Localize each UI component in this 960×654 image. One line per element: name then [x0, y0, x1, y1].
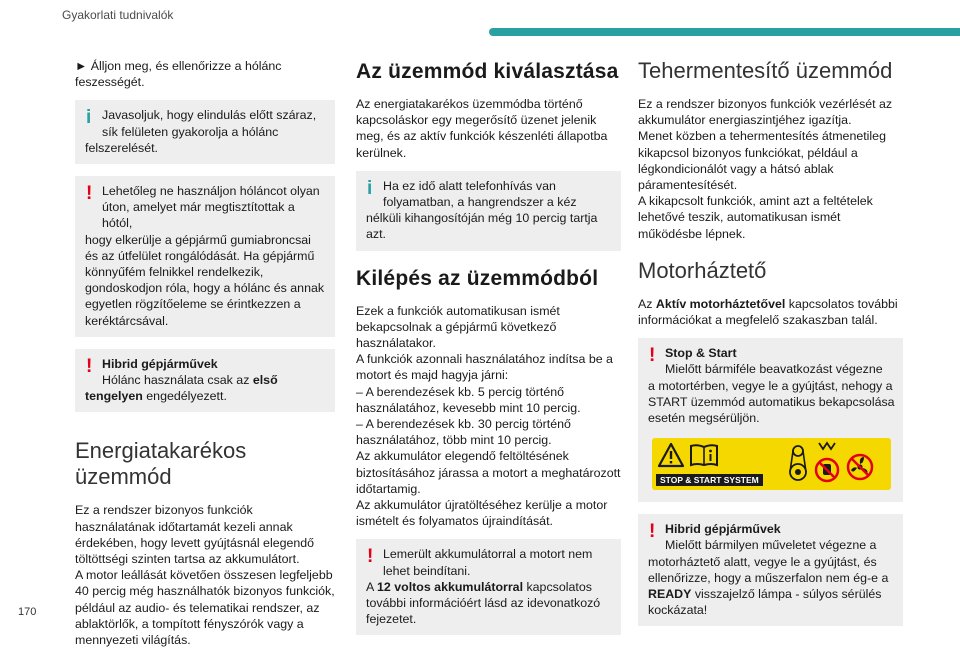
column-1: [75, 58, 335, 654]
hazard-triangle-icon: [658, 443, 684, 467]
column-2: [356, 58, 621, 647]
info-icon: i: [86, 107, 92, 129]
exit-mode-item-1: – A berendezések kb. 5 percig történő használatához, kevesebb mint 10 percig.: [356, 384, 581, 415]
section-title-bonnet: Motorháztető: [638, 257, 767, 283]
engine-belt-icon: [787, 444, 809, 482]
section-title-mode-selection: Az üzemmód kiválasztása: [356, 60, 619, 83]
energy-saving-para-2: A motor leállását követően összesen legfeljebb 40 percig még használhatók bizonyos funkciók, például az audio- és telematikai rendszer, az ablaktörlők, a tompított fényszórók vagy a mennyezeti világítás.: [75, 568, 335, 648]
exit-mode-para-4: Az akkumulátor újratöltéséhez kerülje a motor ismételt és folyamatos újraindítását.: [356, 498, 608, 529]
warning-icon: !: [86, 355, 93, 377]
warning-note-battery: ! Lemerült akkumulátorral a motort nem lehet beindítani. A 12 voltos akkumulátorral kapcsolatos további információért lásd az idevonatkozó fejezetet.: [356, 539, 621, 635]
no-hand-icon: [814, 441, 840, 485]
header-accent-bar: [489, 28, 960, 36]
warning-icon: !: [649, 521, 656, 543]
exit-mode-item-2: – A berendezések kb. 30 percig történő használatához, több mint 10 percig.: [356, 417, 571, 448]
warning-note-hybrid-chains: ! Hibrid gépjárművek Hólánc használata csak az első tengelyen engedélyezett.: [75, 349, 335, 413]
load-shedding-para-3: A kikapcsolt funkciók, amint azt a feltételek lehetővé teszik, automatikusan ismét működésbe lépnek.: [638, 194, 873, 241]
bonnet-body: Az Aktív motorháztetővel kapcsolatos további információkat a megfelelő szakaszban talál.: [638, 296, 898, 328]
hybrid-note-title: Hibrid gépjárművek: [102, 356, 218, 371]
chain-check-instruction: ► Álljon meg, és ellenőrizze a hólánc feszességét.: [75, 59, 282, 90]
load-shedding-para-2: Menet közben a tehermentesítés átmenetileg kikapcsol bizonyos funkciókat, például a légkondicionálót vagy a hátsó ablak páramentesítését.: [638, 129, 886, 193]
warning-icon: !: [649, 345, 656, 367]
exit-mode-para-2: A funkciók azonnali használatához indítsa be a motort és majd hagyja járni:: [356, 352, 613, 383]
section-title-load-shedding: Tehermentesítő üzemmód: [638, 58, 893, 83]
energy-saving-para-1: Ez a rendszer bizonyos funkciók használatának időtartamát kezeli annak érdekében, hogy levett gyújtásnál elegendő töltöttségi szinten tartsa az akkumulátort.: [75, 503, 315, 567]
warning-note-stop-start: ! Stop & Start Mielőtt bármiféle beavatkozást végezne a motortérben, vegye le a gyújtást, nehogy a START üzemmód automatikus bekapcsolása esetén megsérüljön. STOP & START SYSTEM: [638, 338, 903, 502]
stop-start-system-badge: STOP & START SYSTEM: [656, 474, 763, 486]
warning-icon: !: [367, 546, 374, 568]
warning-icon: !: [86, 183, 93, 205]
section-title-exit-mode: Kilépés az üzemmódból: [356, 266, 599, 290]
mode-selection-body: Az energiatakarékos üzemmódba történő kapcsoláskor egy megerősítő üzenet jelenik meg, és az aktív funkciók készenléti állapotba kerülnek.: [356, 97, 608, 160]
load-shedding-para-1: Ez a rendszer bizonyos funkciók vezérlését az akkumulátor energiaszintjéhez igazítja.: [638, 97, 893, 128]
page-number: 170: [18, 606, 37, 618]
no-fan-icon: [845, 452, 875, 482]
info-icon: i: [367, 177, 373, 199]
section-title-energy-saving: Energiatakarékos üzemmód: [75, 438, 247, 490]
exit-mode-para-1: Ezek a funkciók automatikusan ismét bekapcsolnak a gépjármű következő használatakor.: [356, 303, 560, 351]
stop-start-warning-label: [652, 438, 891, 490]
column-3: [638, 58, 903, 638]
warning-note-hybrid-bonnet: ! Hibrid gépjárművek Mielőtt bármilyen műveletet végezne a motorháztető alatt, vegye le a gyújtást, és ellenőrizze, hogy a műszerfalon nem ég-e a READY visszajelző lámpa - súlyos sérülés kockázata!: [638, 514, 903, 626]
running-header: Gyakorlati tudnivalók: [62, 8, 174, 22]
info-note-phone-call: i Ha ez idő alatt telefonhívás van folyamatban, a hangrendszer a kéz nélküli kihangosítóján még 10 percig tartja azt.: [356, 171, 621, 251]
exit-mode-para-3: Az akkumulátor elegendő feltöltésének biztosításához járassa a motort a meghatározott időtartamig.: [356, 449, 621, 496]
info-note-practice: i Javasoljuk, hogy elindulás előtt száraz, sík felületen gyakorolja a hólánc felszerelését.: [75, 100, 335, 164]
warning-note-cleared-road: ! Lehetőleg ne használjon hóláncot olyan úton, amelyet már megtisztítottak a hótól, hogy elkerülje a gépjármű gumiabroncsai és az útfelület rongálódását. Ha gépjármű könnyűfém felnikkel rendelkezik, gondoskodjon róla, hogy a hólánc és annak egyetlen rögzítőeleme se érintkezzen a keréktárcsával.: [75, 176, 335, 337]
manual-book-icon: [689, 443, 719, 467]
